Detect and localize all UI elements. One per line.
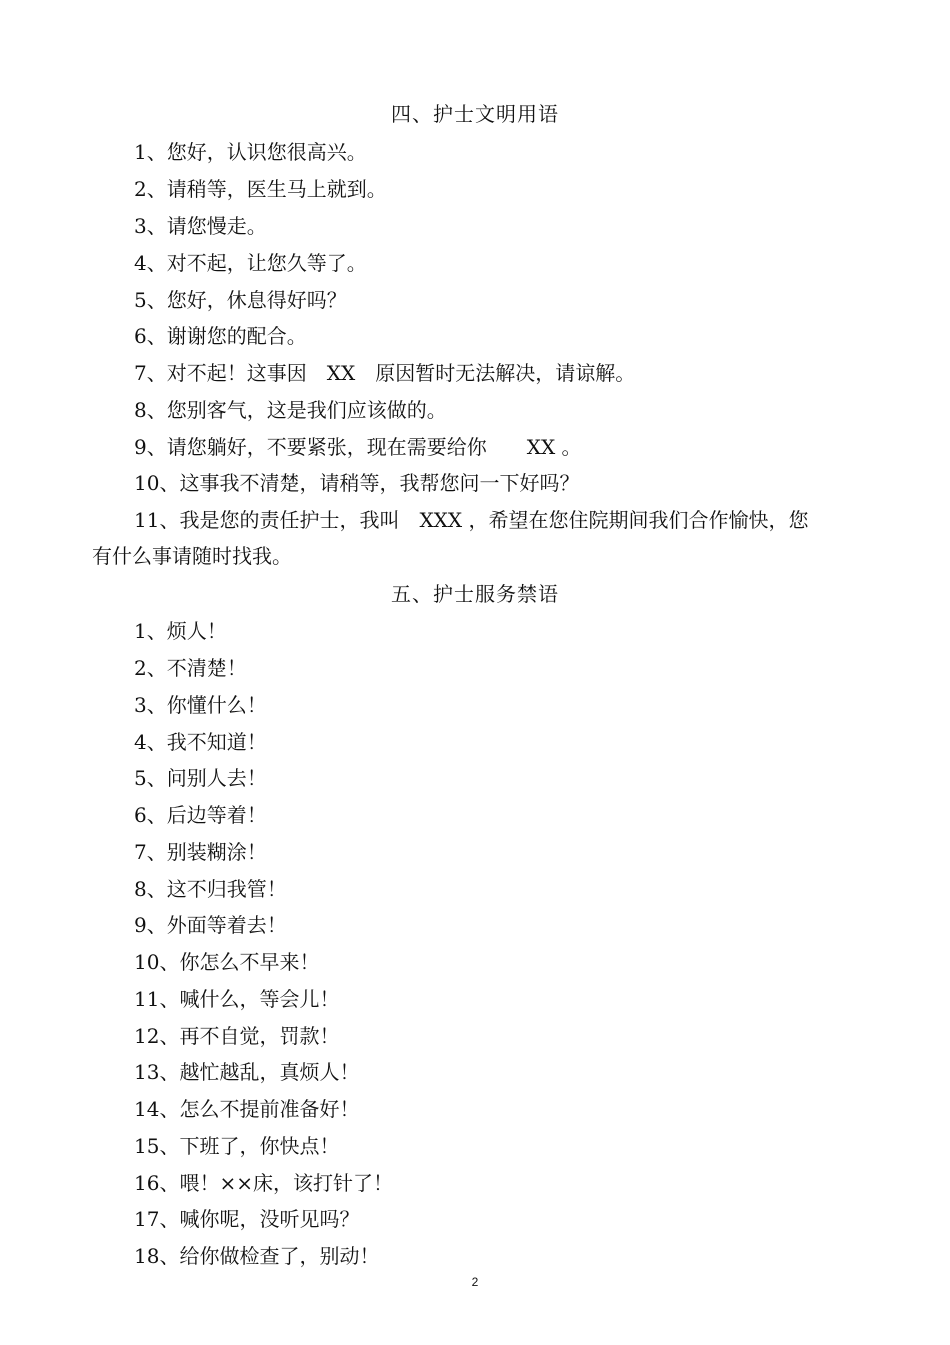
list-item: 8、这不归我管！ bbox=[134, 877, 287, 901]
list-item: 2、不清楚！ bbox=[134, 656, 247, 680]
list-item: 10、你怎么不早来！ bbox=[134, 950, 320, 974]
list-item: 9、请您躺好，不要紧张，现在需要给你 XX 。 bbox=[134, 435, 582, 459]
list-item: 17、喊你呢，没听见吗？ bbox=[134, 1207, 360, 1231]
list-item: 6、后边等着！ bbox=[134, 803, 267, 827]
list-item: 4、对不起，让您久等了。 bbox=[134, 251, 367, 275]
list-item: 8、您别客气，这是我们应该做的。 bbox=[134, 398, 447, 422]
list-item: 16、喂！××床，该打针了！ bbox=[134, 1171, 393, 1195]
list-item: 5、问别人去！ bbox=[134, 766, 267, 790]
section-heading-civil-language: 四、护士文明用语 bbox=[391, 102, 559, 126]
list-item: 1、您好，认识您很高兴。 bbox=[134, 140, 367, 164]
list-item: 11、喊什么，等会儿！ bbox=[134, 987, 340, 1011]
list-item: 4、我不知道！ bbox=[134, 730, 267, 754]
list-item: 12、再不自觉，罚款！ bbox=[134, 1024, 340, 1048]
page-number: 2 bbox=[471, 1275, 479, 1289]
list-item: 15、下班了，你快点！ bbox=[134, 1134, 340, 1158]
list-item: 1、烦人！ bbox=[134, 619, 227, 643]
list-item: 13、越忙越乱，真烦人！ bbox=[134, 1060, 360, 1084]
list-item-continuation: 有什么事请随时找我。 bbox=[92, 544, 292, 568]
list-item: 7、对不起！这事因 XX 原因暂时无法解决，请谅解。 bbox=[134, 361, 636, 385]
list-item: 10、这事我不清楚，请稍等，我帮您问一下好吗？ bbox=[134, 471, 580, 495]
list-item: 3、请您慢走。 bbox=[134, 214, 267, 238]
list-item: 14、怎么不提前准备好！ bbox=[134, 1097, 360, 1121]
section-heading-forbidden-language: 五、护士服务禁语 bbox=[391, 582, 559, 606]
list-item: 6、谢谢您的配合。 bbox=[134, 324, 307, 348]
list-item: 9、外面等着去！ bbox=[134, 913, 287, 937]
list-item: 2、请稍等，医生马上就到。 bbox=[134, 177, 387, 201]
list-item: 3、你懂什么！ bbox=[134, 693, 267, 717]
list-item: 5、您好，休息得好吗？ bbox=[134, 288, 347, 312]
list-item: 7、别装糊涂！ bbox=[134, 840, 267, 864]
list-item: 18、给你做检查了，别动！ bbox=[134, 1244, 380, 1268]
list-item: 11、我是您的责任护士，我叫 XXX ，希望在您住院期间我们合作愉快，您 bbox=[134, 508, 809, 532]
